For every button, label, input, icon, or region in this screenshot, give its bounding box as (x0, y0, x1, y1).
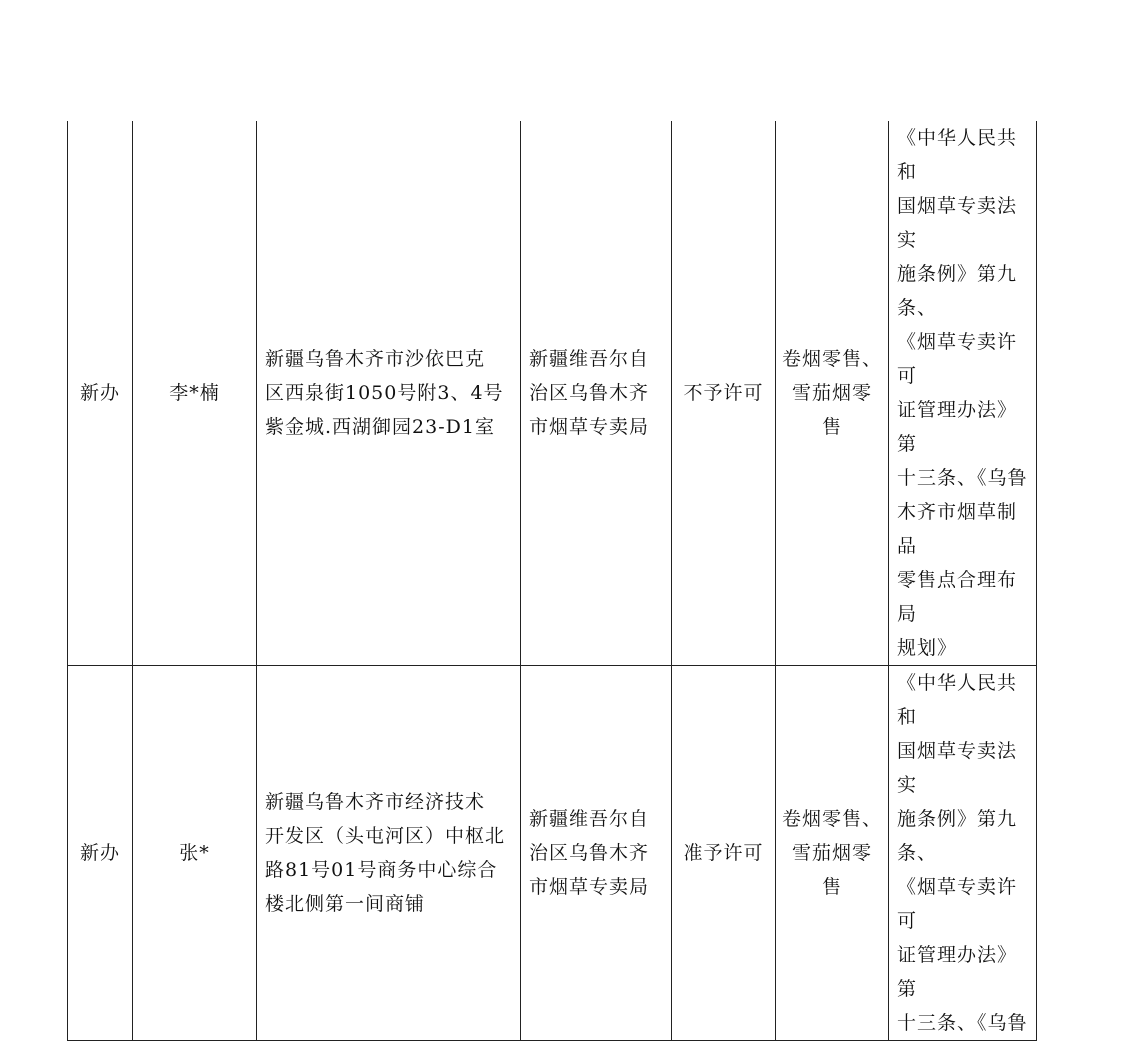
licensing-authority-cell: 新疆维吾尔自 治区乌鲁木齐 市烟草专卖局 (521, 666, 672, 1041)
application-type-cell: 新办 (68, 666, 133, 1041)
licensing-authority-cell: 新疆维吾尔自 治区乌鲁木齐 市烟草专卖局 (521, 121, 672, 666)
business-address-cell: 新疆乌鲁木齐市经济技术 开发区（头屯河区）中枢北 路81号01号商务中心综合 楼北侧第一间商铺 (257, 666, 521, 1041)
decision-result-cell: 不予许可 (672, 121, 776, 666)
legal-basis-cell: 《中华人民共和 国烟草专卖法实 施条例》第九条、 《烟草专卖许可 证管理办法》第 十三条、《乌鲁 木齐市烟草制品 零售点合理布局 规划》 (889, 121, 1037, 666)
table-row (68, 121, 1037, 666)
table-row (68, 666, 1037, 1041)
business-scope-cell: 卷烟零售、 雪茄烟零 售 (776, 666, 889, 1041)
license-table (67, 121, 1037, 1041)
application-type-cell: 新办 (68, 121, 133, 666)
business-scope-cell: 卷烟零售、 雪茄烟零 售 (776, 121, 889, 666)
business-address-cell: 新疆乌鲁木齐市沙依巴克 区西泉街1050号附3、4号 紫金城.西湖御园23-D1室 (257, 121, 521, 666)
applicant-name-cell: 张* (133, 666, 257, 1041)
legal-basis-cell: 《中华人民共和 国烟草专卖法实 施条例》第九条、 《烟草专卖许可 证管理办法》第 十三条、《乌鲁 (889, 666, 1037, 1041)
applicant-name-cell: 李*楠 (133, 121, 257, 666)
decision-result-cell: 准予许可 (672, 666, 776, 1041)
